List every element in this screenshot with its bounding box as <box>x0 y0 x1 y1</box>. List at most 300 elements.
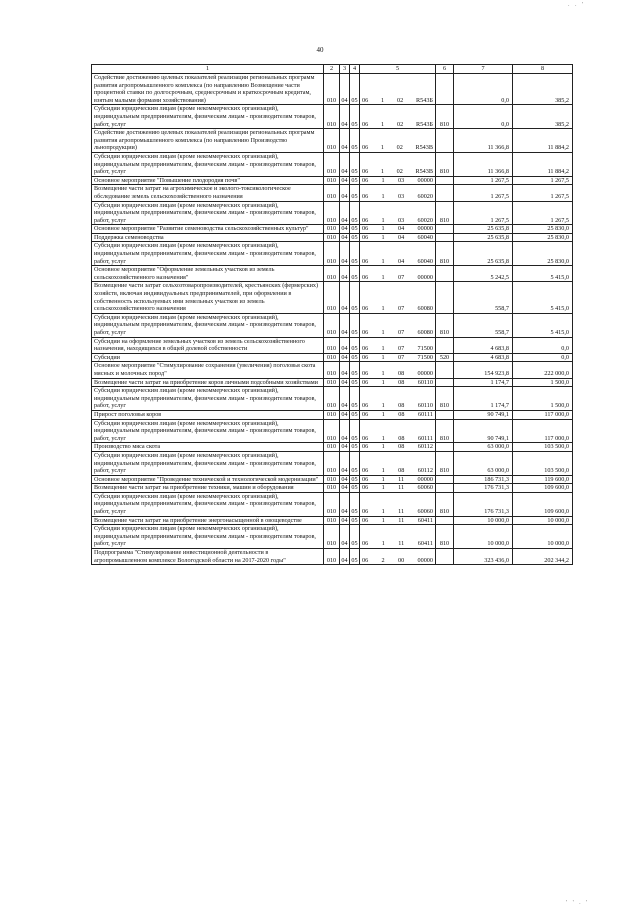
page-number: 40 <box>316 46 324 54</box>
amount-2020: 119 600,0 <box>513 475 573 484</box>
section-code: 04 <box>340 362 350 378</box>
amount-2020: 1 267,5 <box>513 201 573 225</box>
amount-2020: 1 500,0 <box>513 378 573 387</box>
target-article-code <box>360 476 435 484</box>
code-part: 07 <box>397 273 405 281</box>
row-name: Субсидии юридическим лицам (кроме некоммерческих организаций), индивидуальным предпринимателям, физическим лицам - производителям товаров, работ, услуг <box>92 242 324 266</box>
subsection-code: 05 <box>351 353 358 361</box>
code-part: 08 <box>398 402 405 410</box>
ministry-code: 010 <box>324 378 340 387</box>
code-part: 08 <box>398 434 405 442</box>
ministry-code: 010 <box>324 176 340 185</box>
code-part: 60110 <box>417 402 433 410</box>
row-name: Субсидии юридическим лицам (кроме некоммерческих организаций), индивидуальным предпринимателям, физическим лицам - производителям товаров, работ, услуг <box>92 451 324 475</box>
amount-2020: 5 415,0 <box>513 282 573 313</box>
subsection-code: 05 <box>351 443 358 451</box>
ministry-code: 010 <box>324 266 340 282</box>
target-article-code <box>360 379 435 387</box>
header-cell: 3 <box>340 65 350 74</box>
target-article-cell <box>360 516 436 525</box>
amount-2020: 202 344,2 <box>513 549 573 565</box>
table-row <box>92 549 573 565</box>
section-code: 04 <box>340 185 350 201</box>
target-article-code <box>360 370 435 378</box>
ministry-code: 010 <box>324 337 340 353</box>
row-name: Субсидии <box>92 353 324 362</box>
ministry-code: 010 <box>324 185 340 201</box>
expense-type-code: 810 <box>436 419 454 443</box>
amount-2019: 90 749,1 <box>454 419 513 443</box>
row-name: Производство мяса скота <box>92 443 324 452</box>
header-cell: 4 <box>350 65 360 74</box>
target-article-code <box>360 168 435 176</box>
target-article-code <box>360 234 435 242</box>
code-part: 1 <box>380 168 384 176</box>
code-part: 06 <box>362 516 369 524</box>
amount-2019: 5 242,5 <box>454 266 513 282</box>
code-part: 60080 <box>417 305 433 313</box>
expense-type-code: 810 <box>436 387 454 411</box>
amount-2019: 1 267,5 <box>454 201 513 225</box>
section-code: 04 <box>340 387 350 411</box>
target-article-cell <box>360 549 436 565</box>
ministry-code: 010 <box>324 242 340 266</box>
row-name: Возмещение части затрат на приобретение техники, машин и оборудования <box>92 484 324 493</box>
header-cell: 8 <box>513 65 573 74</box>
target-article-cell <box>360 282 436 313</box>
code-part: 06 <box>362 144 369 152</box>
code-part: 1 <box>381 467 385 475</box>
target-article-code <box>360 329 435 337</box>
target-article-code <box>360 121 435 129</box>
amount-2019: 176 731,3 <box>454 492 513 516</box>
code-part: 1 <box>381 475 385 483</box>
table-row <box>92 484 573 493</box>
expense-type-code <box>436 74 454 105</box>
table-row <box>92 266 573 282</box>
code-part: 60040 <box>417 257 433 265</box>
code-part: 60080 <box>417 329 433 336</box>
code-part: 71500 <box>417 345 433 353</box>
target-article-code <box>360 274 435 282</box>
code-part: 1 <box>381 329 385 336</box>
code-part: 06 <box>362 176 369 184</box>
code-part: 60020 <box>417 192 433 200</box>
expense-type-code <box>436 549 454 565</box>
table-row <box>92 313 573 337</box>
header-cell: 2 <box>324 65 340 74</box>
table-row <box>92 378 573 387</box>
code-part: 06 <box>362 192 369 200</box>
ministry-code: 010 <box>324 549 340 565</box>
corner-mark-top: . . ' <box>568 2 586 8</box>
code-part: R543В <box>415 168 433 176</box>
code-part: 1 <box>381 516 385 524</box>
code-part: 1 <box>381 120 385 128</box>
amount-2020: 1 267,5 <box>513 176 573 185</box>
table-row <box>92 410 573 419</box>
table-row <box>92 105 573 129</box>
target-article-cell <box>360 492 436 516</box>
ministry-code: 010 <box>324 225 340 234</box>
code-part: 1 <box>381 233 385 241</box>
target-article-cell <box>360 337 436 353</box>
row-name: Основное мероприятие "Оформление земельных участков из земель сельскохозяйственного назначения" <box>92 266 324 282</box>
section-code: 04 <box>341 484 348 492</box>
code-part: 11 <box>398 484 405 492</box>
section-code: 04 <box>340 242 350 266</box>
ministry-code: 010 <box>324 516 340 525</box>
subsection-code: 05 <box>351 233 358 241</box>
amount-2019: 1 267,5 <box>454 176 513 185</box>
amount-2019: 0,0 <box>454 74 513 105</box>
amount-2020: 0,0 <box>513 353 573 362</box>
code-part: 00000 <box>417 273 433 281</box>
target-article-code <box>360 177 435 185</box>
ministry-code: 010 <box>324 201 340 225</box>
amount-2019: 1 174,7 <box>454 378 513 387</box>
subsection-code: 05 <box>350 525 360 549</box>
code-part: 11 <box>398 508 405 516</box>
code-part: 11 <box>398 475 405 483</box>
amount-2019: 90 749,1 <box>454 410 513 419</box>
row-name: Основное мероприятие "Повышение плодородия почв" <box>92 176 324 185</box>
code-part: 06 <box>362 467 369 475</box>
row-name: Подпрограмма "Стимулирование инвестиционной деятельности в агропромышленном комплексе Вологодской области на 2017-2020 годы" <box>92 549 324 565</box>
amount-2019: 4 683,8 <box>454 337 513 353</box>
table-row <box>92 353 573 362</box>
amount-2020: 117 000,0 <box>513 410 573 419</box>
code-part: 60040 <box>417 233 433 241</box>
target-article-code <box>360 354 435 362</box>
amount-2019: 176 731,3 <box>454 484 513 493</box>
subsection-code: 05 <box>350 387 360 411</box>
subsection-code: 05 <box>350 185 360 201</box>
table-row <box>92 74 573 105</box>
amount-2020: 1 267,5 <box>513 185 573 201</box>
code-part: 00000 <box>417 225 433 233</box>
row-name: Субсидии юридическим лицам (кроме некоммерческих организаций), индивидуальным предпринимателям, физическим лицам - производителям товаров, работ, услуг <box>92 201 324 225</box>
code-part: 06 <box>362 329 369 336</box>
target-article-cell <box>360 105 436 129</box>
ministry-code: 010 <box>324 233 340 242</box>
table-row <box>92 516 573 525</box>
target-article-cell <box>360 353 436 362</box>
subsection-code: 05 <box>350 152 360 176</box>
ministry-code: 010 <box>324 387 340 411</box>
target-article-cell <box>360 242 436 266</box>
code-part: 08 <box>398 467 405 475</box>
subsection-code: 05 <box>350 105 360 129</box>
expense-type-code: 810 <box>436 525 454 549</box>
target-article-cell <box>360 266 436 282</box>
code-part: 06 <box>362 273 369 281</box>
subsection-code: 05 <box>350 74 360 105</box>
expense-type-code: 810 <box>436 105 454 129</box>
ministry-code: 010 <box>324 475 340 484</box>
amount-2019: 1 174,7 <box>454 387 513 411</box>
amount-2020: 103 500,0 <box>513 451 573 475</box>
section-code: 04 <box>341 353 348 361</box>
ministry-code: 010 <box>324 525 340 549</box>
amount-2020: 385,2 <box>513 105 573 129</box>
amount-2020: 117 000,0 <box>513 419 573 443</box>
row-name: Субсидии юридическим лицам (кроме некоммерческих организаций), индивидуальным предпринимателям, физическим лицам - производителям товаров, работ, услуг <box>92 387 324 411</box>
amount-2019: 0,0 <box>454 105 513 129</box>
target-article-code <box>360 144 435 152</box>
code-part: 60110 <box>417 378 433 386</box>
ministry-code: 010 <box>324 419 340 443</box>
code-part: 02 <box>396 144 403 152</box>
row-name: Субсидии юридическим лицам (кроме некоммерческих организаций), индивидуальным предпринимателям, физическим лицам - производителям товаров, работ, услуг <box>92 419 324 443</box>
target-article-cell <box>360 201 436 225</box>
target-article-code <box>360 225 435 233</box>
code-part: 02 <box>396 168 403 176</box>
target-article-cell <box>360 443 436 452</box>
code-part: 60111 <box>417 434 433 442</box>
code-part: 06 <box>362 369 369 377</box>
table-row <box>92 492 573 516</box>
code-part: 00000 <box>417 475 433 483</box>
header-cell: 7 <box>454 65 513 74</box>
expense-type-code <box>436 410 454 419</box>
target-article-cell <box>360 484 436 493</box>
target-article-cell <box>360 313 436 337</box>
code-part: 06 <box>362 434 369 442</box>
expense-type-code: 810 <box>436 313 454 337</box>
amount-2020: 109 600,0 <box>513 492 573 516</box>
expense-type-code: 810 <box>436 152 454 176</box>
code-part: 06 <box>362 475 369 483</box>
table-row <box>92 451 573 475</box>
expense-type-code: 810 <box>436 242 454 266</box>
table-row <box>92 419 573 443</box>
code-part: 60060 <box>417 484 433 492</box>
expense-type-code <box>436 233 454 242</box>
expense-type-code <box>436 176 454 185</box>
code-part: R543Б <box>416 96 433 104</box>
amount-2019: 25 635,8 <box>454 233 513 242</box>
code-part: 1 <box>381 434 385 442</box>
target-article-code <box>360 258 435 266</box>
subsection-code: 05 <box>350 201 360 225</box>
section-code: 04 <box>340 549 350 565</box>
amount-2019: 186 731,3 <box>454 475 513 484</box>
target-article-cell <box>360 387 436 411</box>
target-article-cell <box>360 419 436 443</box>
section-code: 04 <box>341 378 348 386</box>
table-row <box>92 129 573 153</box>
amount-2020: 103 500,0 <box>513 443 573 452</box>
code-part: 06 <box>362 410 369 418</box>
subsection-code: 05 <box>350 129 360 153</box>
code-part: 1 <box>381 192 385 200</box>
code-part: 60111 <box>417 410 433 418</box>
header-row <box>92 65 573 74</box>
code-part: 1 <box>381 257 385 265</box>
code-part: 1 <box>381 345 385 353</box>
expense-type-code <box>436 443 454 452</box>
subsection-code: 05 <box>350 242 360 266</box>
expense-type-code <box>436 129 454 153</box>
table-row <box>92 337 573 353</box>
code-part: 1 <box>381 443 385 451</box>
expense-type-code <box>436 282 454 313</box>
section-code: 04 <box>341 225 348 233</box>
table-row <box>92 387 573 411</box>
section-code: 04 <box>340 266 350 282</box>
row-name: Субсидии на оформление земельных участков из земель сельскохозяйственного назначения, находящихся в общей долевой собственности <box>92 337 324 353</box>
subsection-code: 05 <box>350 282 360 313</box>
ministry-code: 010 <box>324 484 340 493</box>
amount-2020: 0,0 <box>513 337 573 353</box>
target-article-code <box>360 540 435 548</box>
expense-type-code: 810 <box>436 451 454 475</box>
budget-table <box>91 64 573 565</box>
target-article-code <box>360 345 435 353</box>
section-code: 04 <box>341 176 348 184</box>
code-part: 00000 <box>417 369 433 377</box>
amount-2020: 10 000,0 <box>513 525 573 549</box>
amount-2019: 11 366,8 <box>454 129 513 153</box>
table-row <box>92 185 573 201</box>
amount-2019: 11 366,8 <box>454 152 513 176</box>
section-code: 04 <box>341 410 348 418</box>
code-part: 1 <box>381 369 385 377</box>
table-row <box>92 242 573 266</box>
ministry-code: 010 <box>324 443 340 452</box>
code-part: 06 <box>362 233 369 241</box>
section-code: 04 <box>341 443 348 451</box>
target-article-cell <box>360 225 436 234</box>
table-row <box>92 475 573 484</box>
code-part: 60112 <box>417 443 433 451</box>
row-name: Поддержка семеноводства <box>92 233 324 242</box>
code-part: 1 <box>381 484 385 492</box>
table-row <box>92 233 573 242</box>
code-part: 04 <box>397 257 405 265</box>
subsection-code: 05 <box>350 419 360 443</box>
code-part: 06 <box>362 305 369 313</box>
target-article-code <box>360 97 435 105</box>
target-article-cell <box>360 525 436 549</box>
code-part: 06 <box>362 96 369 104</box>
table-row <box>92 201 573 225</box>
expense-type-code <box>436 185 454 201</box>
section-code: 04 <box>340 525 350 549</box>
amount-2020: 222 000,0 <box>513 362 573 378</box>
target-article-cell <box>360 233 436 242</box>
code-part: 08 <box>398 378 405 386</box>
code-part: R543Б <box>416 120 433 128</box>
table-row <box>92 443 573 452</box>
amount-2019: 10 000,0 <box>454 516 513 525</box>
code-part: 06 <box>362 402 369 410</box>
code-part: 06 <box>362 484 369 492</box>
amount-2020: 25 830,0 <box>513 233 573 242</box>
row-name: Субсидии юридическим лицам (кроме некоммерческих организаций), индивидуальным предпринимателям, физическим лицам - производителям товаров, работ, услуг <box>92 492 324 516</box>
ministry-code: 010 <box>324 282 340 313</box>
row-name: Возмещение части затрат на приобретение коров личными подсобными хозяйствами <box>92 378 324 387</box>
code-part: 2 <box>381 556 385 564</box>
amount-2020: 5 415,0 <box>513 313 573 337</box>
code-part: 02 <box>396 96 404 104</box>
subsection-code: 05 <box>351 516 358 524</box>
target-article-code <box>360 193 435 201</box>
row-name: Основное мероприятие "Стимулирование сохранения (увеличения) поголовья скота мясных и молочных пород" <box>92 362 324 378</box>
target-article-cell <box>360 74 436 105</box>
ministry-code: 010 <box>324 451 340 475</box>
code-part: 07 <box>397 353 405 361</box>
target-article-cell <box>360 378 436 387</box>
row-name: Возмещение части затрат на приобретение энергонасыщенной в овощеводстве <box>92 516 324 525</box>
row-name: Субсидии юридическим лицам (кроме некоммерческих организаций), индивидуальным предпринимателям, физическим лицам - производителям товаров, работ, услуг <box>92 152 324 176</box>
code-part: 1 <box>381 410 385 418</box>
amount-2019: 154 923,8 <box>454 362 513 378</box>
row-name: Прирост поголовья коров <box>92 410 324 419</box>
code-part: 04 <box>397 225 405 233</box>
code-part: 60112 <box>417 467 433 475</box>
code-part: 1 <box>381 353 385 361</box>
subsection-code: 05 <box>350 362 360 378</box>
target-article-cell <box>360 185 436 201</box>
row-name: Содействие достижению целевых показателей реализации региональных программ развития агропромышленного комплекса (по направлению Возмещение части процентной ставки по долгосрочным, среднесрочным и краткосрочным кредитам, взятым малыми формами хозяйствования) <box>92 74 324 105</box>
code-part: 06 <box>362 508 369 516</box>
amount-2020: 11 884,2 <box>513 129 573 153</box>
expense-type-code <box>436 337 454 353</box>
expense-type-code <box>436 516 454 525</box>
section-code: 04 <box>341 233 348 241</box>
expense-type-code <box>436 362 454 378</box>
code-part: 1 <box>381 508 385 516</box>
target-article-cell <box>360 129 436 153</box>
code-part: 06 <box>362 443 369 451</box>
code-part: 00 <box>397 556 405 564</box>
code-part: 1 <box>381 540 385 548</box>
corner-mark-bottom: ' ' . ' <box>566 900 590 906</box>
section-code: 04 <box>340 152 350 176</box>
row-name: Субсидии юридическим лицам (кроме некоммерческих организаций), индивидуальным предпринимателям, физическим лицам - производителям товаров, работ, услуг <box>92 105 324 129</box>
code-part: 06 <box>362 353 369 361</box>
code-part: 07 <box>397 329 405 336</box>
code-part: 08 <box>397 369 405 377</box>
subsection-code: 05 <box>351 475 358 483</box>
code-part: 1 <box>381 305 385 313</box>
table-row <box>92 525 573 549</box>
row-name: Возмещение части затрат на агрохимическое и эколого-токсикологическое обследование земель сельскохозяйственного назначения <box>92 185 324 201</box>
expense-type-code <box>436 484 454 493</box>
code-part: 71500 <box>417 353 433 361</box>
code-part: 60060 <box>417 508 433 516</box>
table-row <box>92 152 573 176</box>
target-article-cell <box>360 451 436 475</box>
subsection-code: 05 <box>350 313 360 337</box>
code-part: 06 <box>362 540 369 548</box>
amount-2019: 25 635,8 <box>454 242 513 266</box>
code-part: 1 <box>381 402 385 410</box>
amount-2019: 1 267,5 <box>454 185 513 201</box>
subsection-code: 05 <box>350 492 360 516</box>
code-part: 06 <box>362 556 369 564</box>
subsection-code: 05 <box>351 484 358 492</box>
target-article-cell <box>360 362 436 378</box>
section-code: 04 <box>340 282 350 313</box>
code-part: 08 <box>398 443 405 451</box>
code-part: 06 <box>362 216 369 224</box>
target-article-cell <box>360 152 436 176</box>
amount-2020: 10 000,0 <box>513 516 573 525</box>
target-article-code <box>360 217 435 225</box>
